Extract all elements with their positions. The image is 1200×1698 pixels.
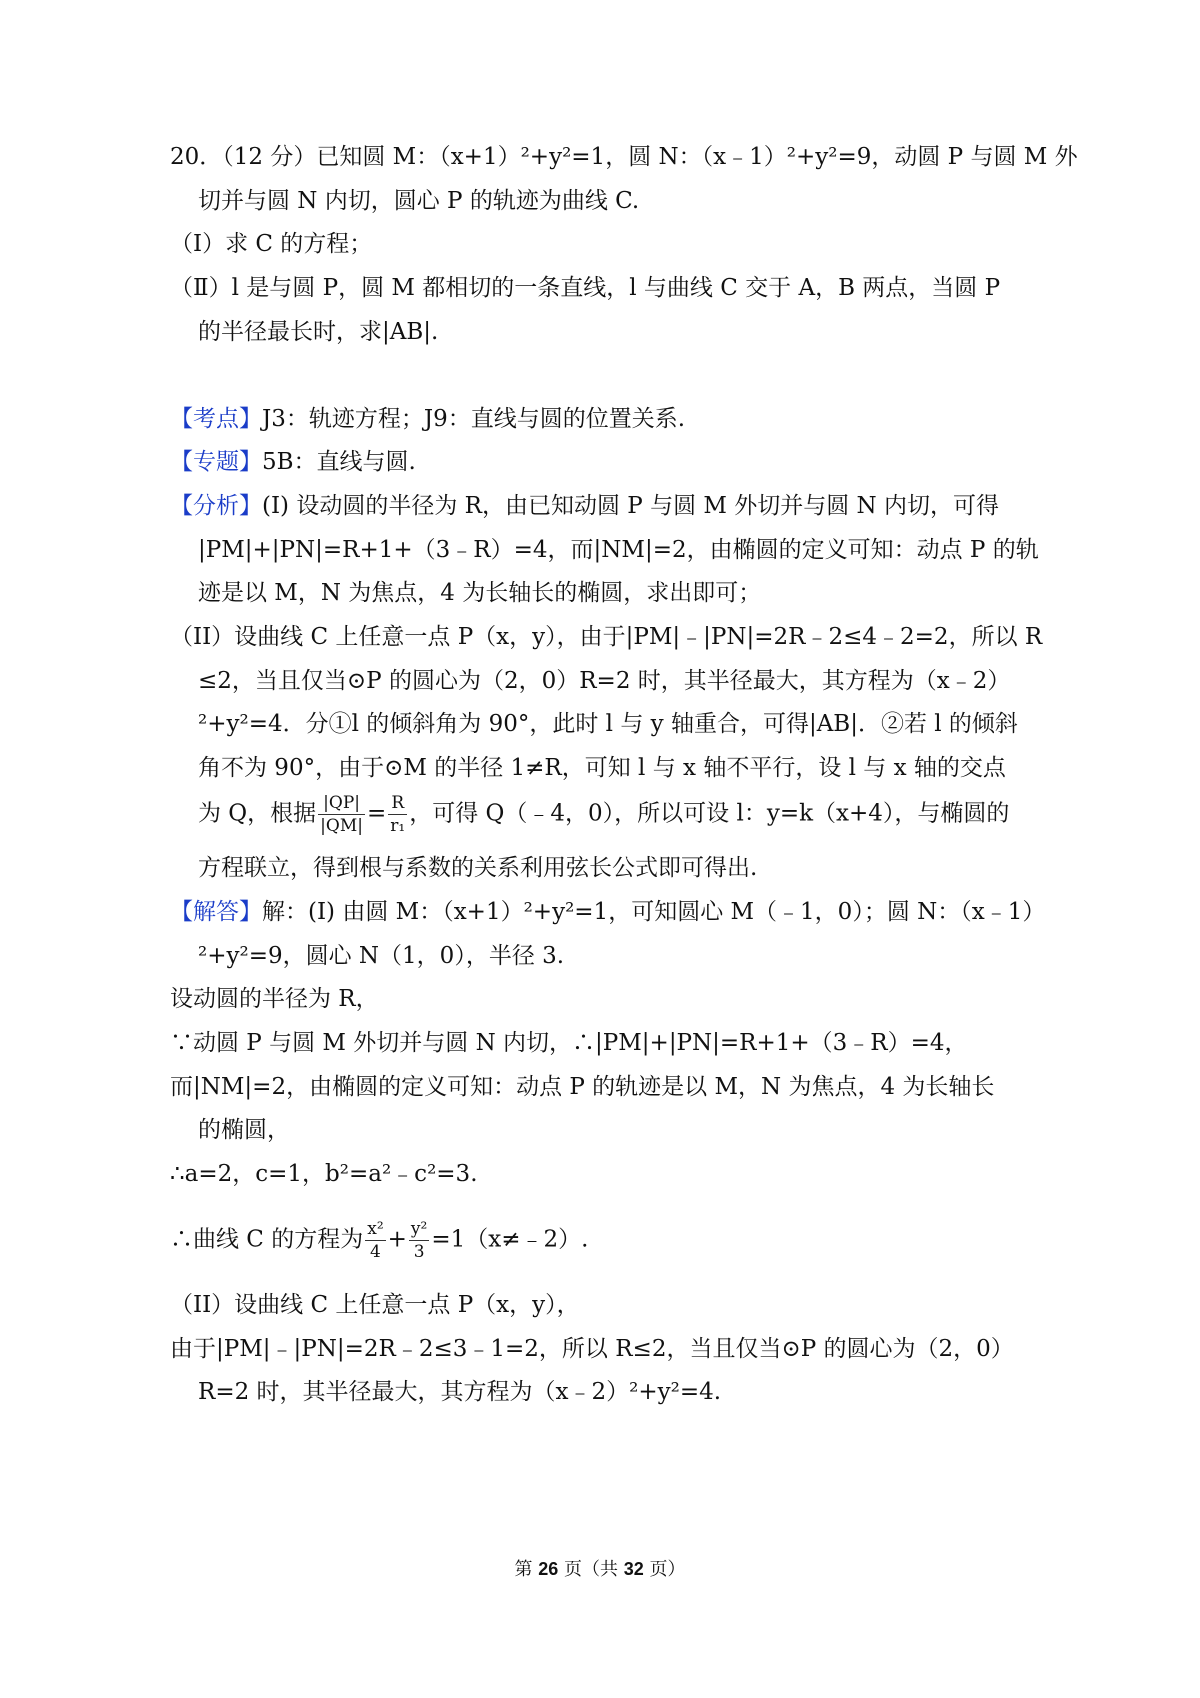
jieda-line (0, 979, 1200, 1019)
fraction-denominator: 3 (413, 1242, 425, 1262)
jieda-section (0, 892, 1200, 932)
fraction-numerator: R (388, 792, 407, 815)
jieda-text: 解：(I) 由圆 M：（x+1）²+y²=1，可知圆心 M（﹣1，0）；圆 N：（x﹣1） (262, 899, 1046, 925)
x-fraction (365, 1218, 385, 1263)
jieda-line (0, 1218, 1200, 1262)
jieda-line (0, 1372, 1200, 1412)
jieda-text: 的椭圆， (198, 1117, 290, 1143)
footer-text: 页） (649, 1559, 686, 1580)
fraction-numerator: |QP| (318, 792, 365, 815)
fraction-numerator: y² (410, 1219, 428, 1239)
fenxi-text: （II）设曲线 C 上任意一点 P（x，y），由于|PM|﹣|PN|=2R﹣2≤4﹣2=2，所以 R (170, 624, 1043, 650)
problem-text: （Ⅱ）l 是与圆 P，圆 M 都相切的一条直线，l 与曲线 C 交于 A，B 两点，当圆 P (170, 275, 1001, 301)
fenxi-text: ≤2，当且仅当⊙P 的圆心为（2，0）R=2 时，其半径最大，其方程为（x﹣2） (198, 668, 1011, 694)
fenxi-text: 为 Q，根据 (198, 800, 317, 827)
problem-text: （Ⅰ）求 C 的方程； (170, 231, 373, 257)
ratio-fraction (318, 792, 365, 837)
problem-line (0, 137, 1200, 177)
fraction-denominator: |QM| (320, 816, 363, 836)
problem-line (0, 181, 1200, 221)
kaodian-tag: 【考点】 (170, 406, 262, 432)
zhuanti-tag: 【专题】 (170, 449, 262, 475)
fenxi-text: 方程联立，得到根与系数的关系利用弦长公式即可得出. (198, 855, 758, 881)
fenxi-text: ，可得 Q（﹣4，0），所以可设 l：y=k（x+4），与椭圆的 (409, 800, 1010, 827)
problem-line (0, 312, 1200, 352)
kaodian-section (0, 399, 1200, 439)
equals-sign: = (366, 800, 387, 827)
jieda-text: ∴曲线 C 的方程为 (170, 1226, 364, 1253)
fenxi-formula-line (198, 792, 1009, 837)
jieda-text: ²+y²=9，圆心 N（1，0），半径 3. (198, 943, 565, 969)
jieda-line (0, 1023, 1200, 1063)
jieda-text: （II）设曲线 C 上任意一点 P（x，y）， (170, 1292, 580, 1318)
problem-text: 20．（12 分）已知圆 M：（x+1）²+y²=1，圆 N：（x﹣1）²+y²=9，动圆 P 与圆 M 外 (170, 144, 1078, 170)
footer-text: 页（共 (564, 1559, 618, 1580)
fenxi-line (0, 792, 1200, 836)
fraction-denominator: 4 (370, 1242, 381, 1262)
footer-text: 第 (514, 1559, 533, 1580)
jieda-line (0, 1110, 1200, 1150)
fenxi-text: 角不为 90°，由于⊙M 的半径 1≠R，可知 l 与 x 轴不平行，设 l 与 x 轴的交点 (198, 755, 1006, 781)
jieda-text: =1（x≠﹣2）. (431, 1226, 589, 1253)
jieda-line (0, 1067, 1200, 1107)
fenxi-section (0, 486, 1200, 526)
fenxi-tag: 【分析】 (170, 493, 262, 519)
radius-fraction (388, 792, 407, 837)
fenxi-line (0, 617, 1200, 657)
jieda-tag: 【解答】 (170, 899, 262, 925)
page-footer (0, 1554, 1200, 1585)
plus-sign: + (387, 1226, 407, 1253)
fenxi-text: (I) 设动圆的半径为 R，由已知动圆 P 与圆 M 外切并与圆 N 内切，可得 (262, 493, 999, 519)
fenxi-text: ²+y²=4．分①l 的倾斜角为 90°，此时 l 与 y 轴重合，可得|AB|．②若 l 的倾斜 (198, 711, 1018, 737)
zhuanti-text: 5B：直线与圆. (262, 449, 416, 475)
fenxi-line (0, 848, 1200, 888)
problem-part-1 (0, 224, 1200, 264)
fenxi-text: |PM|+|PN|=R+1+（3﹣R）=4，而|NM|=2，由椭圆的定义可知：动点 P 的轨 (198, 537, 1039, 563)
fenxi-line (0, 530, 1200, 570)
jieda-line (0, 936, 1200, 976)
fenxi-text: 迹是以 M，N 为焦点，4 为长轴长的椭圆，求出即可； (198, 580, 762, 606)
jieda-text: 由于|PM|﹣|PN|=2R﹣2≤3﹣1=2，所以 R≤2，当且仅当⊙P 的圆心为（2，0） (170, 1336, 1014, 1362)
y-fraction (409, 1218, 429, 1263)
problem-text: 的半径最长时，求|AB|. (198, 319, 439, 345)
jieda-line (0, 1329, 1200, 1369)
jieda-text: 而|NM|=2，由椭圆的定义可知：动点 P 的轨迹是以 M，N 为焦点，4 为长轴长 (170, 1074, 995, 1100)
jieda-line (0, 1154, 1200, 1194)
kaodian-text: J3：轨迹方程；J9：直线与圆的位置关系. (262, 406, 686, 432)
problem-part-2 (0, 268, 1200, 308)
page-number: 26 (538, 1559, 559, 1579)
fenxi-line (0, 573, 1200, 613)
jieda-text: 设动圆的半径为 R， (170, 986, 379, 1012)
fenxi-line (0, 748, 1200, 788)
fenxi-line (0, 661, 1200, 701)
jieda-text: ∵动圆 P 与圆 M 外切并与圆 N 内切，∴|PM|+|PN|=R+1+（3﹣R）=4， (170, 1030, 968, 1056)
fenxi-line (0, 704, 1200, 744)
total-pages: 32 (623, 1559, 644, 1579)
fraction-numerator: x² (367, 1219, 384, 1239)
jieda-line (0, 1285, 1200, 1325)
jieda-text: R=2 时，其半径最大，其方程为（x﹣2）²+y²=4. (198, 1379, 722, 1405)
problem-text: 切并与圆 N 内切，圆心 P 的轨迹为曲线 C. (198, 188, 640, 214)
ellipse-equation-line (170, 1218, 588, 1263)
jieda-text: ∴a=2，c=1，b²=a²﹣c²=3. (170, 1161, 478, 1187)
fraction-denominator: r₁ (390, 816, 406, 836)
zhuanti-section (0, 442, 1200, 482)
